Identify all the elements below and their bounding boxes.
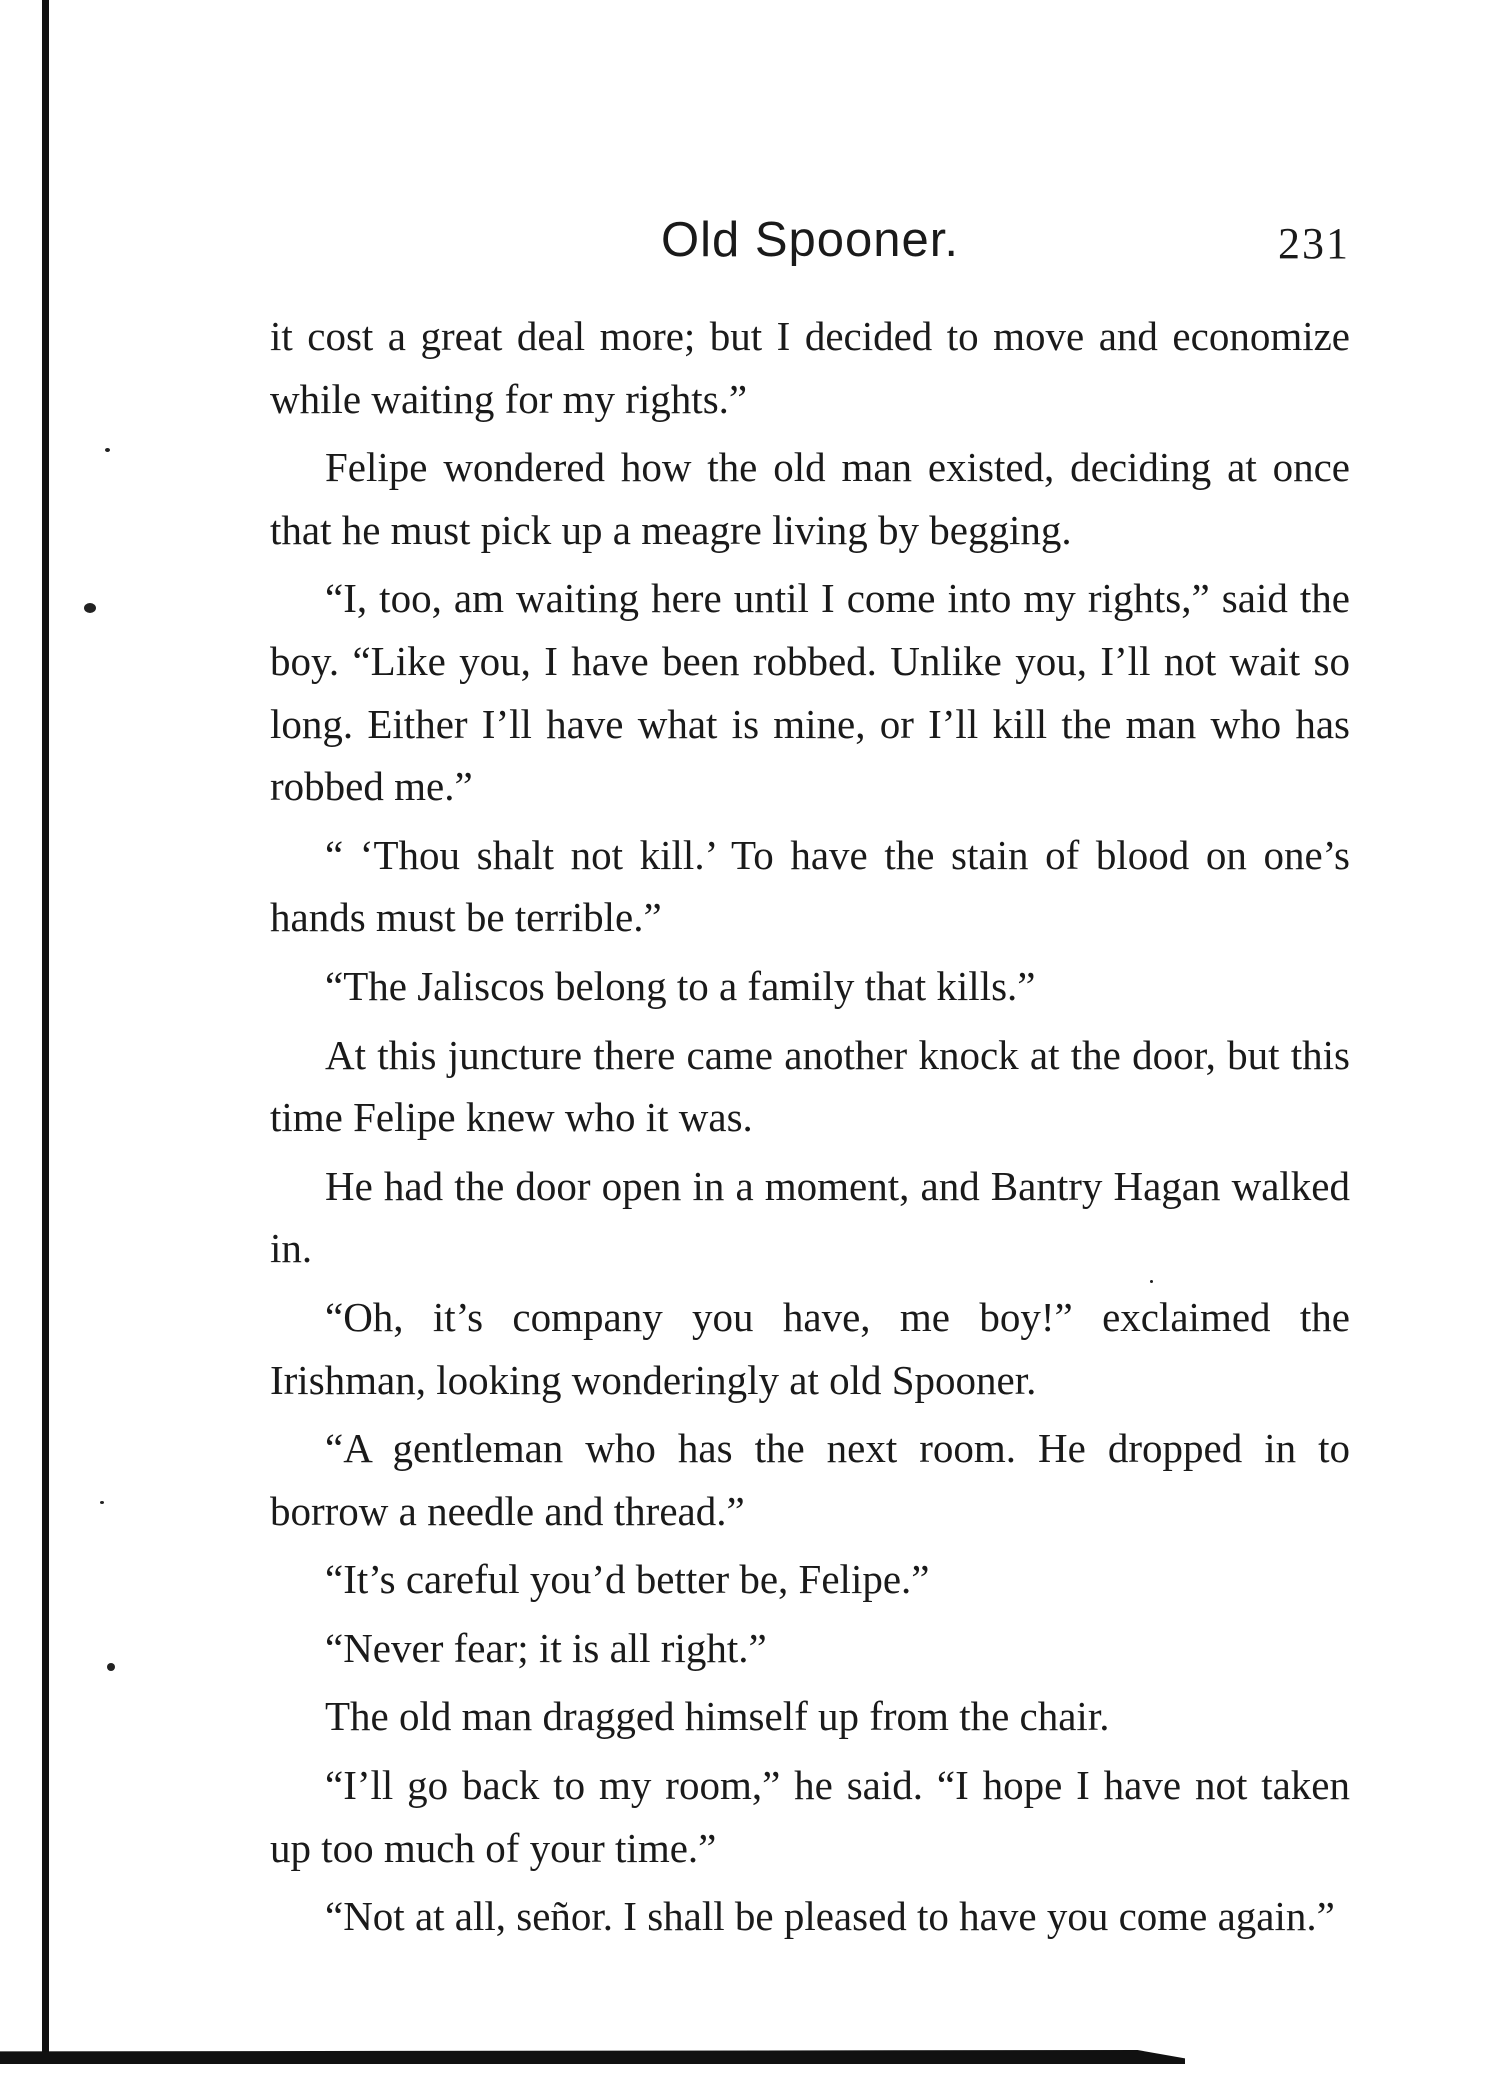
paragraph: The old man dragged himself up from the chair. [325, 1693, 1110, 1740]
paragraph: At this juncture there came another knock at the door, but this time Felipe knew who it was. [270, 1031, 1350, 1141]
paragraph: “Not at all, señor. I shall be pleased to have you come again.” [325, 1893, 1335, 1940]
paragraph: “I, too, am waiting here until I come into my rights,” said the boy. “Like you, I have been robbed. Unlike you, I’ll not wait so long. Either I’ll have what is mine, or I’ll kill the man who has robbed me.” [270, 575, 1350, 810]
scan-speck [107, 1663, 115, 1671]
paragraph: Felipe wondered how the old man existed, deciding at once that he must pick up a meagre living by begging. [270, 444, 1350, 553]
scan-speck [1150, 1280, 1153, 1283]
paragraph: “ ‘Thou shalt not kill.’ To have the stain of blood on one’s hands must be terrible.” [270, 831, 1350, 941]
paragraph: “Oh, it’s company you have, me boy!” exclaimed the Irishman, looking wonderingly at old Spooner. [270, 1293, 1350, 1403]
body-text [270, 305, 1350, 1954]
paragraph: “It’s careful you’d better be, Felipe.” [325, 1556, 930, 1603]
scan-speck [100, 1501, 104, 1504]
bottom-rule [0, 2050, 1185, 2064]
scan-speck [105, 448, 110, 452]
paragraph: it cost a great deal more; but I decided to move and economize while waiting for my rights.” [270, 313, 1350, 422]
page-number: 231 [1278, 219, 1350, 268]
paragraph: “Never fear; it is all right.” [325, 1624, 767, 1671]
paragraph: “I’ll go back to my room,” he said. “I hope I have not taken up too much of your time.” [270, 1762, 1350, 1871]
binding-edge [42, 0, 49, 2060]
paragraph: “A gentleman who has the next room. He dropped in to borrow a needle and thread.” [270, 1425, 1350, 1534]
scan-speck [84, 603, 96, 613]
running-title: Old Spooner. [660, 213, 960, 267]
page-header [270, 212, 1350, 282]
paragraph: “The Jaliscos belong to a family that kills.” [325, 962, 1036, 1009]
paragraph: He had the door open in a moment, and Bantry Hagan walked in. [270, 1162, 1350, 1272]
